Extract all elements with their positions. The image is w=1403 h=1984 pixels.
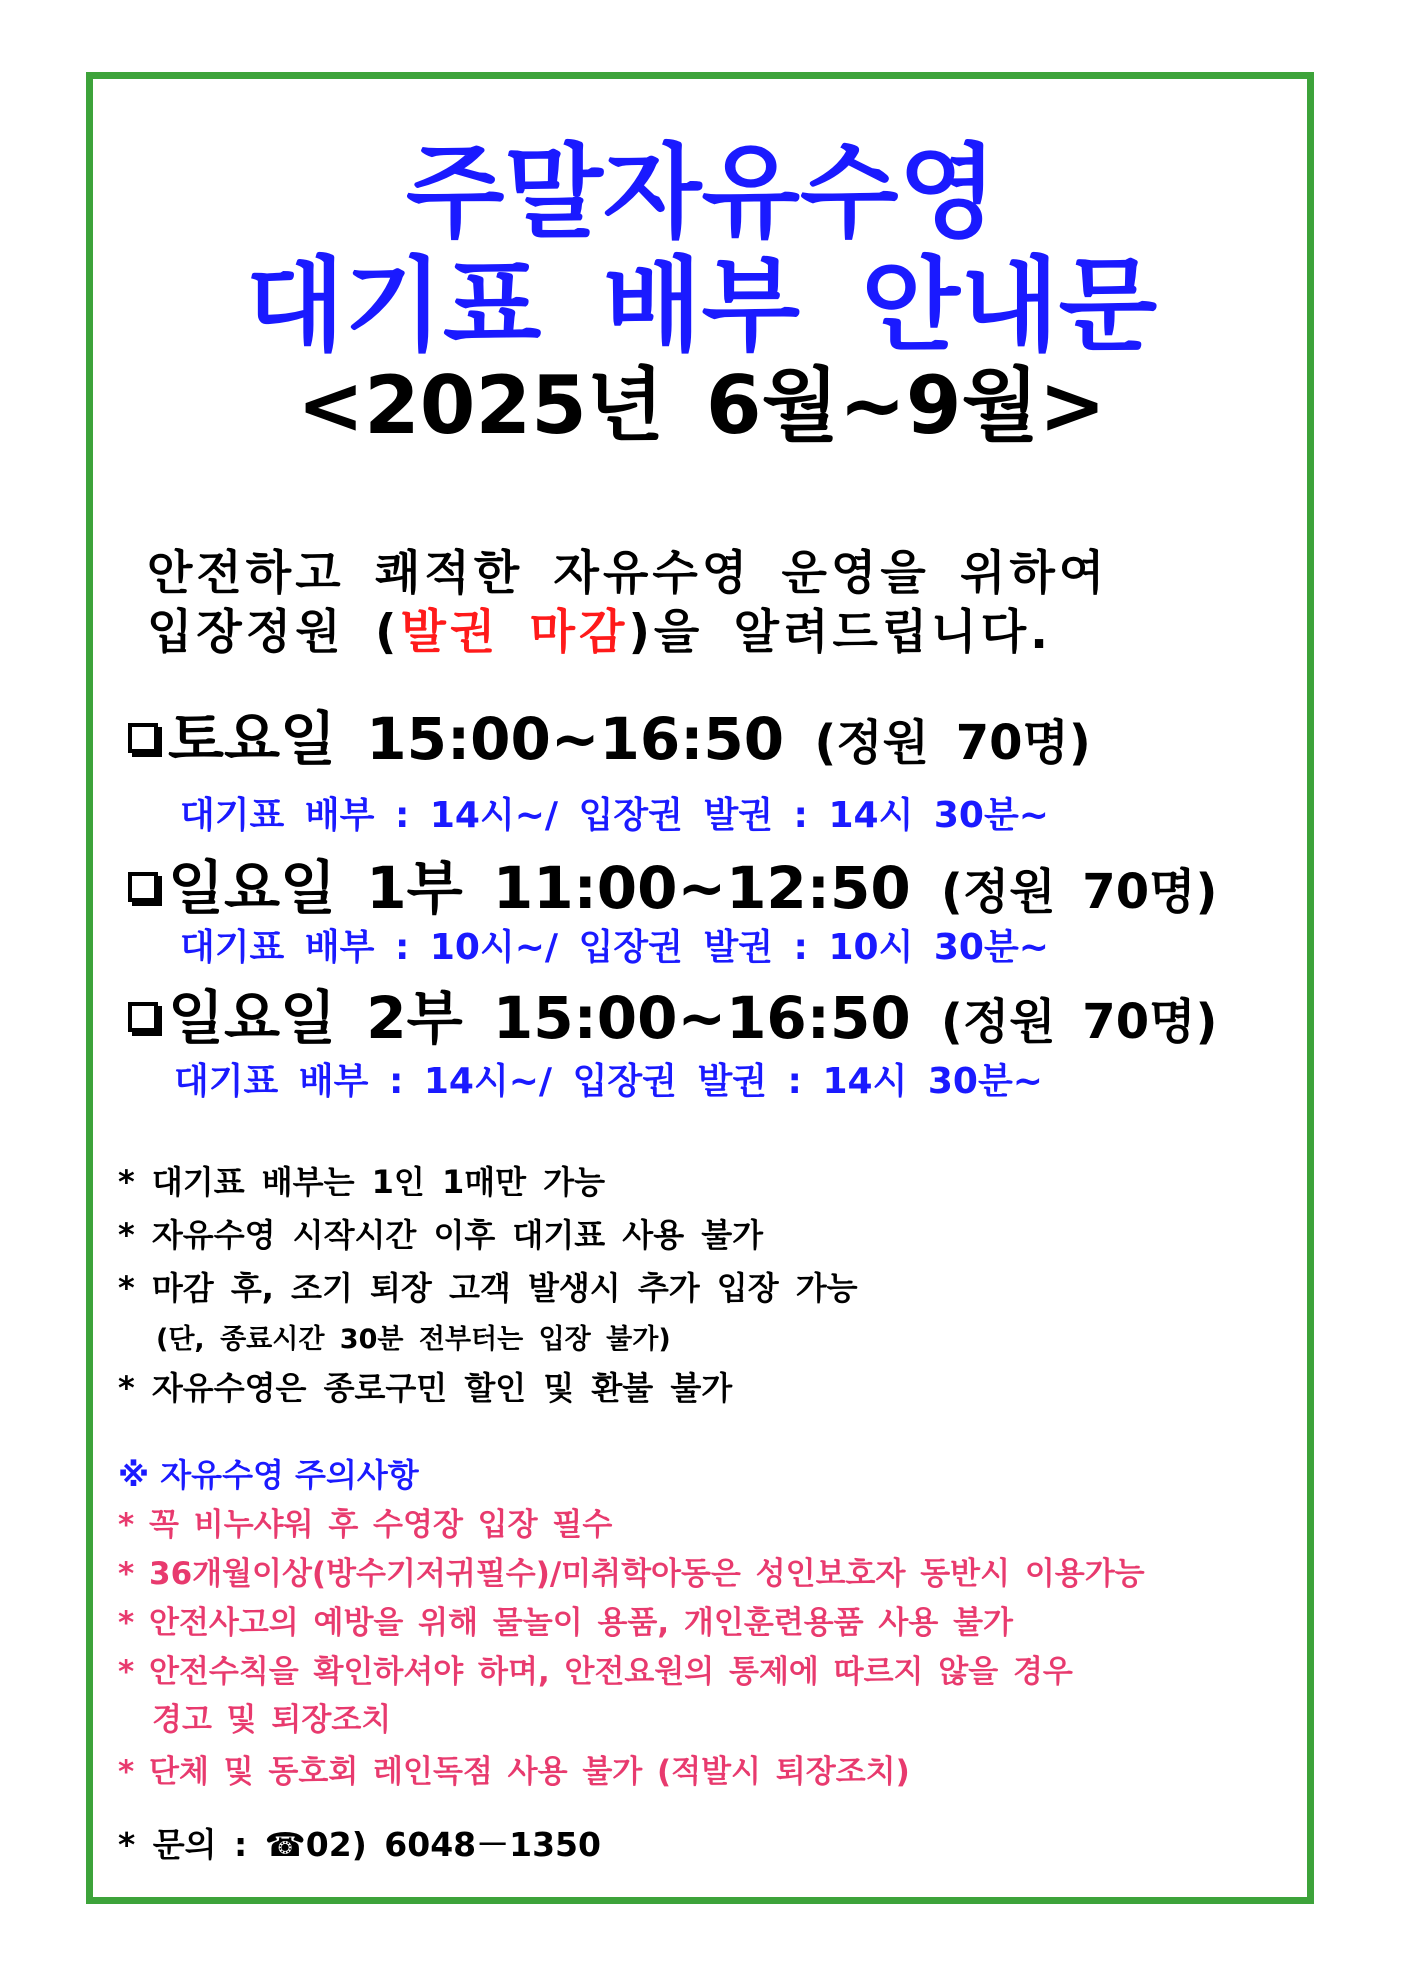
intro-line-1: 안전하고 쾌적한 자유수영 운영을 위하여 xyxy=(147,546,1109,601)
session-sunday-2 xyxy=(128,984,1217,1056)
caution-item: * 안전수칙을 확인하셔야 하며, 안전요원의 통제에 따르지 않을 경우 xyxy=(118,1654,1073,1690)
session-saturday xyxy=(128,705,1091,777)
note-item: * 자유수영은 종로구민 할인 및 환불 불가 xyxy=(118,1369,733,1407)
caution-item-continued: 경고 및 퇴장조치 xyxy=(152,1702,392,1738)
intro-text-after: )을 알려드립니다. xyxy=(628,605,1052,660)
note-item: * 마감 후, 조기 퇴장 고객 발생시 추가 입장 가능 xyxy=(118,1269,858,1307)
note-item-detail: (단, 종료시간 30분 전부터는 입장 불가) xyxy=(156,1324,671,1355)
caution-item: * 꼭 비누샤워 후 수영장 입장 필수 xyxy=(118,1507,613,1543)
session-detail-saturday: 대기표 배부 : 14시~/ 입장권 발권 : 14시 30분~ xyxy=(180,795,1049,836)
page-subtitle: 대기표 배부 안내문 xyxy=(245,247,1158,366)
checkbox-icon xyxy=(128,723,158,753)
checkbox-icon xyxy=(128,1002,158,1032)
caution-item: * 36개월이상(방수기저귀필수)/미취학아동은 성인보호자 동반시 이용가능 xyxy=(118,1556,1145,1592)
session-capacity: (정원 70명) xyxy=(814,715,1091,771)
session-label: 일요일 1부 11:00~12:50 xyxy=(168,854,911,922)
intro-line-2 xyxy=(147,605,1052,661)
caution-item: * 단체 및 동호회 레인독점 사용 불가 (적발시 퇴장조치) xyxy=(118,1754,910,1790)
period-heading: <2025년 6월~9월> xyxy=(297,359,1106,452)
note-item: * 자유수영 시작시간 이후 대기표 사용 불가 xyxy=(118,1216,764,1254)
contact-phone: * 문의 : ☎02) 6048－1350 xyxy=(118,1825,601,1864)
session-detail-sunday-2: 대기표 배부 : 14시~/ 입장권 발권 : 14시 30분~ xyxy=(174,1061,1043,1102)
caution-heading: ※ 자유수영 주의사항 xyxy=(118,1456,419,1494)
session-detail-sunday-1: 대기표 배부 : 10시~/ 입장권 발권 : 10시 30분~ xyxy=(180,927,1049,968)
note-item: * 대기표 배부는 1인 1매만 가능 xyxy=(118,1163,606,1201)
intro-text-before: 입장정원 ( xyxy=(147,605,401,660)
page-title: 주말자유수영 xyxy=(405,134,998,253)
session-label: 일요일 2부 15:00~16:50 xyxy=(168,984,911,1052)
caution-item: * 안전사고의 예방을 위해 물놀이 용품, 개인훈련용품 사용 불가 xyxy=(118,1605,1013,1641)
checkbox-icon xyxy=(128,872,158,902)
session-capacity: (정원 70명) xyxy=(940,994,1218,1050)
session-label: 토요일 15:00~16:50 xyxy=(168,705,785,773)
session-sunday-1 xyxy=(128,854,1217,926)
session-capacity: (정원 70명) xyxy=(940,864,1218,920)
ticket-closing-highlight: 발권 마감 xyxy=(400,605,629,660)
